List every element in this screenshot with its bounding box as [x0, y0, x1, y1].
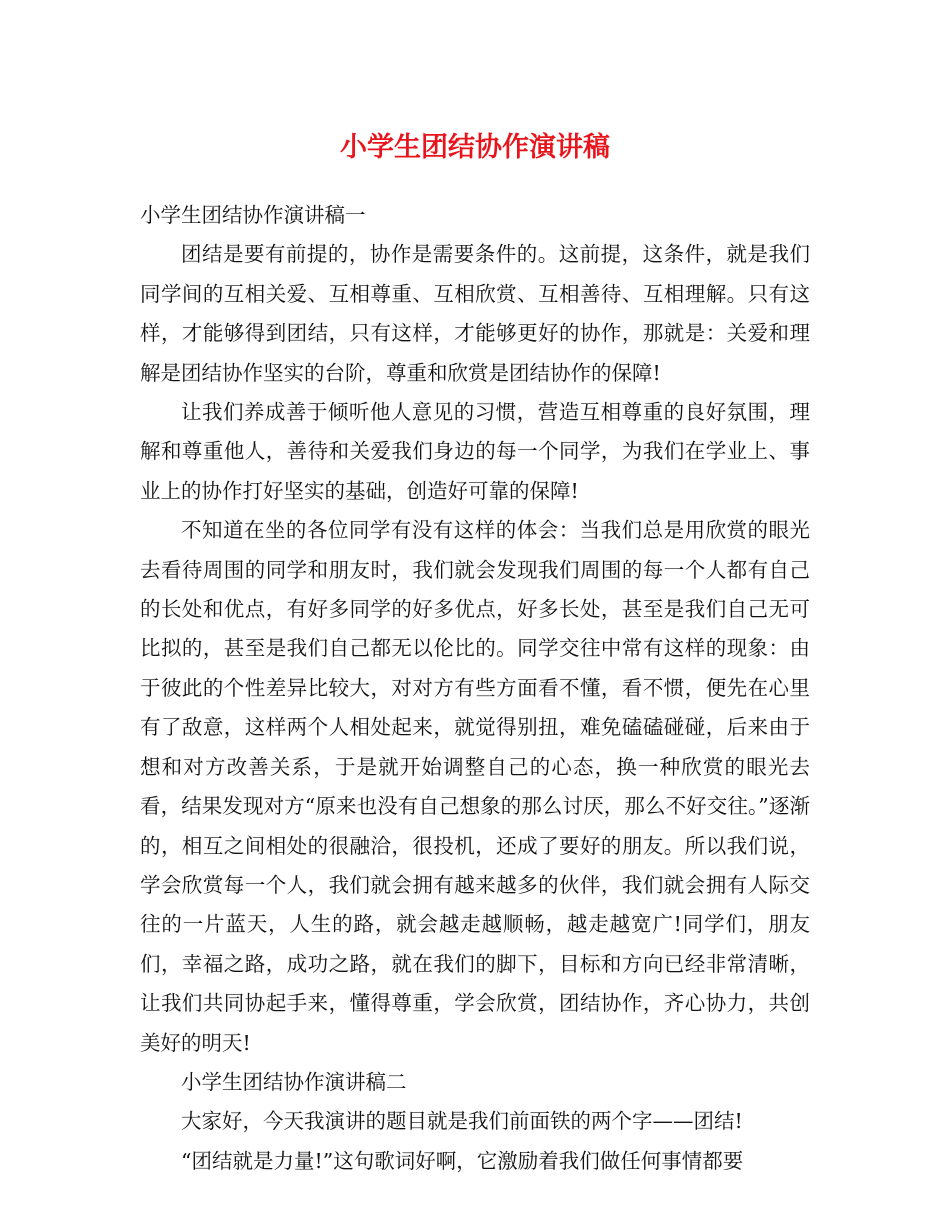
section-heading-1: 小学生团结协作演讲稿一 [140, 203, 366, 227]
section-heading-2: 小学生团结协作演讲稿二 [181, 1069, 407, 1094]
paragraph-3: 不知道在坐的各位同学有没有这样的体会：当我们总是用欣赏的眼光去看待周围的同学和朋友时，我们就会发现我们周围的每一个人都有自己的长处和优点，有好多同学的好多优点，好多长处，甚至是我们自己无可比拟的，甚至是我们自己都无以伦比的。同学交往中常有这样的现象：由于彼此的个性差异比较大，对对方有些方面看不懂，看不惯，便先在心里有了敌意，这样两个人相处起来，就觉得别扭，难免磕磕碰碰，后来由于想和对方改善关系，于是就开始调整自己的心态，换一种欣赏的眼光去看，结果发现对方“原来也没有自己想象的那么讨厌，那么不好交往。”逐渐的，相互之间相处的很融洽，很投机，还成了要好的朋友。所以我们说，学会欣赏每一个人，我们就会拥有越来越多的伙伴，我们就会拥有人际交往的一片蓝天，人生的路，就会越走越顺畅，越走越宽广!同学们，朋友们，幸福之路，成功之路，就在我们的脚下，目标和方向已经非常清晰，让我们共同协起手来，懂得尊重，学会欣赏，团结协作，齐心协力，共创美好的明天! [140, 518, 810, 1055]
document-title: 小学生团结协作演讲稿 [340, 132, 610, 163]
document-body [140, 196, 810, 1181]
paragraph-2: 让我们养成善于倾听他人意见的习惯，营造互相尊重的良好氛围，理解和尊重他人，善待和关爱我们身边的每一个同学，为我们在学业上、事业上的协作打好坚实的基础，创造好可靠的保障! [140, 400, 810, 503]
paragraph-1: 团结是要有前提的，协作是需要条件的。这前提，这条件，就是我们同学间的互相关爱、互相尊重、互相欣赏、互相善待、互相理解。只有这样，才能够得到团结，只有这样，才能够更好的协作，那就是：关爱和理解是团结协作坚实的台阶，尊重和欣赏是团结协作的保障! [140, 242, 810, 385]
paragraph-5: “团结就是力量!”这句歌词好啊，它激励着我们做任何事情都要 [181, 1148, 744, 1173]
paragraph-4: 大家好，今天我演讲的题目就是我们前面铁的两个字——团结! [181, 1109, 743, 1134]
